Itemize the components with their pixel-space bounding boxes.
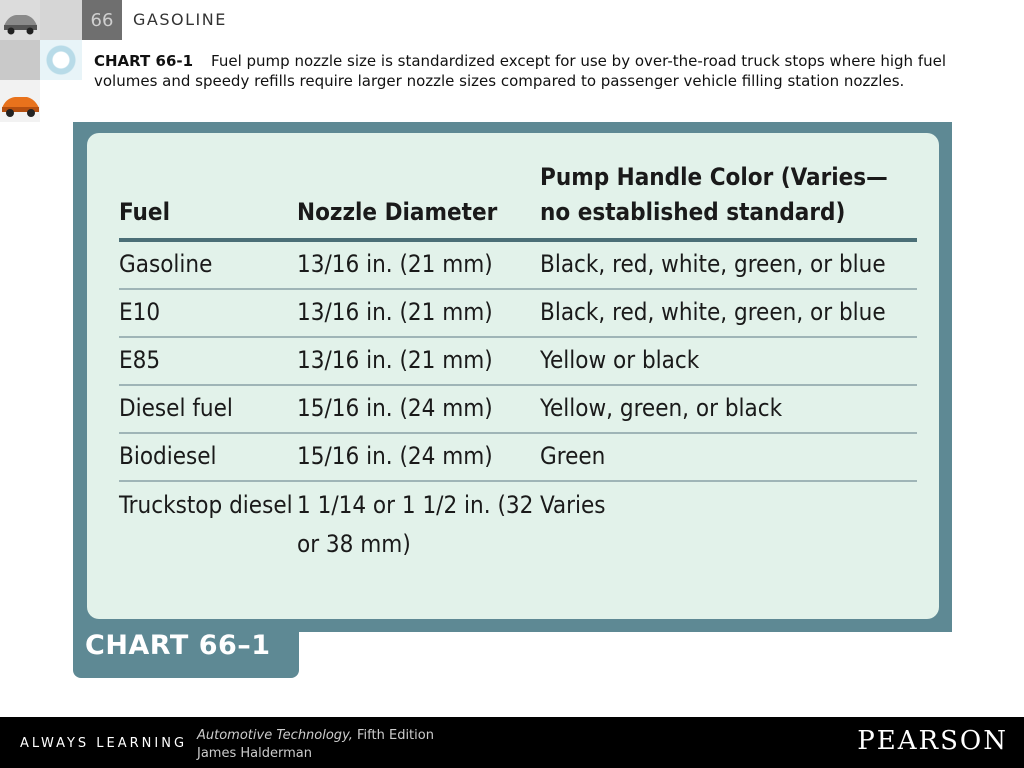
table-row [119, 289, 917, 337]
wheel-thumbnail-image [40, 40, 82, 80]
chart-tab-label: CHART 66–1 [85, 630, 271, 661]
header-pump-handle-color: Pump Handle Color (Varies—no established standard) [540, 160, 917, 240]
cell-color: Varies [540, 491, 606, 519]
table-row [119, 337, 917, 385]
cell-diameter: 13/16 in. (21 mm) [297, 337, 540, 385]
caption-label: CHART 66-1 [94, 52, 194, 70]
cell-diameter: 13/16 in. (21 mm) [297, 240, 540, 289]
cell-color: Black, red, white, green, or blue [540, 240, 917, 289]
cell-color: Yellow, green, or black [540, 385, 917, 433]
chart-tab [73, 628, 299, 678]
cell-diameter: 15/16 in. (24 mm) [297, 433, 540, 481]
publisher-logo: PEARSON [857, 726, 1008, 756]
header-nozzle-diameter: Nozzle Diameter [297, 160, 540, 240]
table-row [119, 240, 917, 289]
cell-diameter: 1 1/14 or 1 1/2 in. (32 or 38 mm) [297, 491, 534, 558]
gray-thumbnail-block [0, 40, 40, 80]
cell-fuel: Biodiesel [119, 433, 297, 481]
table-header-row [119, 160, 917, 240]
cell-fuel: Truckstop diesel [119, 491, 293, 519]
footer-author: James Halderman [197, 746, 312, 761]
cell-fuel: Diesel fuel [119, 385, 297, 433]
footer-book-title: Automotive Technology, [197, 728, 353, 743]
header-fuel: Fuel [119, 160, 297, 240]
cell-color: Yellow or black [540, 337, 917, 385]
table-row [119, 385, 917, 433]
chapter-title: GASOLINE [133, 10, 227, 29]
cell-diameter: 15/16 in. (24 mm) [297, 385, 540, 433]
cell-diameter: 13/16 in. (21 mm) [297, 289, 540, 337]
footer-book-info [197, 727, 434, 763]
footer-edition: Fifth Edition [352, 728, 434, 743]
footer-bar [0, 717, 1024, 768]
table-row [119, 433, 917, 481]
sports-car-thumbnail-image [0, 80, 40, 122]
footer-slogan: ALWAYS LEARNING [20, 736, 188, 751]
figure-caption [94, 51, 974, 91]
cell-color: Green [540, 433, 917, 481]
cell-color: Black, red, white, green, or blue [540, 289, 917, 337]
car-thumbnail-image [0, 0, 40, 40]
cell-fuel: Gasoline [119, 240, 297, 289]
table-row [119, 481, 917, 572]
caption-text: Fuel pump nozzle size is standardized except for use by over-the-road truck stops where high fuel volumes and speedy refills require larger nozzle sizes compared to passenger vehicle filling station nozzles. [94, 52, 947, 90]
cell-fuel: E10 [119, 289, 297, 337]
cell-fuel: E85 [119, 337, 297, 385]
chapter-number: 66 [82, 0, 122, 40]
header-gray-block [40, 0, 82, 40]
fuel-nozzle-table [119, 160, 917, 572]
